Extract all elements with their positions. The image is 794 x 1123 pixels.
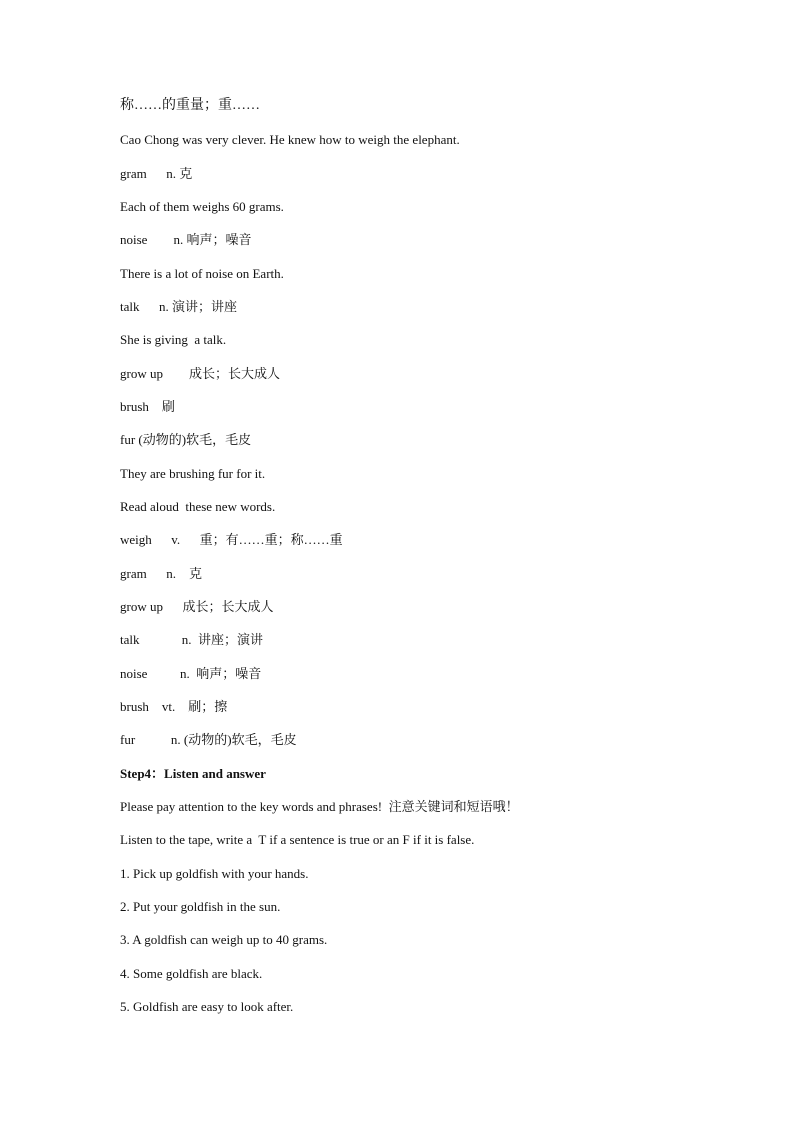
example-sentence-talk: She is giving a talk.	[120, 332, 227, 347]
review-entry-grow-up: grow up 成长；长大成人	[120, 599, 274, 614]
vocab-entry-noise: noise n. 响声；噪音	[120, 232, 252, 247]
vocab-entry-grow-up: grow up 成长；长大成人	[120, 366, 280, 381]
example-sentence-noise: There is a lot of noise on Earth.	[120, 266, 284, 281]
review-entry-noise: noise n. 响声；噪音	[120, 666, 262, 681]
example-sentence-weigh: Cao Chong was very clever. He knew how to weigh the elephant.	[120, 132, 460, 147]
vocab-entry-fur: fur (动物的)软毛，毛皮	[120, 432, 252, 447]
example-sentence-gram: Each of them weighs 60 grams.	[120, 199, 284, 214]
review-entry-brush: brush vt. 刷；擦	[120, 699, 228, 714]
question-item-3: 3. A goldfish can weigh up to 40 grams.	[120, 932, 328, 947]
example-sentence-fur: They are brushing fur for it.	[120, 466, 266, 481]
definition-line-weigh-continued: 称……的重量；重……	[120, 98, 260, 113]
review-entry-gram: gram n. 克	[120, 566, 202, 581]
instruction-read-aloud: Read aloud these new words.	[120, 499, 276, 514]
vocab-entry-brush: brush 刷	[120, 399, 175, 414]
review-entry-weigh: weigh v. 重；有……重；称……重	[120, 532, 343, 547]
question-item-1: 1. Pick up goldfish with your hands.	[120, 866, 309, 881]
question-item-4: 4. Some goldfish are black.	[120, 966, 263, 981]
instruction-key-words: Please pay attention to the key words and phrases! 注意关键词和短语哦！	[120, 799, 519, 814]
vocab-entry-gram: gram n. 克	[120, 166, 193, 181]
review-entry-fur: fur n. (动物的)软毛，毛皮	[120, 732, 297, 747]
vocab-entry-talk: talk n. 演讲；讲座	[120, 299, 237, 314]
question-item-5: 5. Goldfish are easy to look after.	[120, 999, 294, 1014]
instruction-true-false: Listen to the tape, write a T if a sentence is true or an F if it is false.	[120, 832, 475, 847]
review-entry-talk: talk n. 讲座；演讲	[120, 632, 263, 647]
question-item-2: 2. Put your goldfish in the sun.	[120, 899, 281, 914]
section-heading-step4: Step4：Listen and answer	[120, 766, 266, 781]
